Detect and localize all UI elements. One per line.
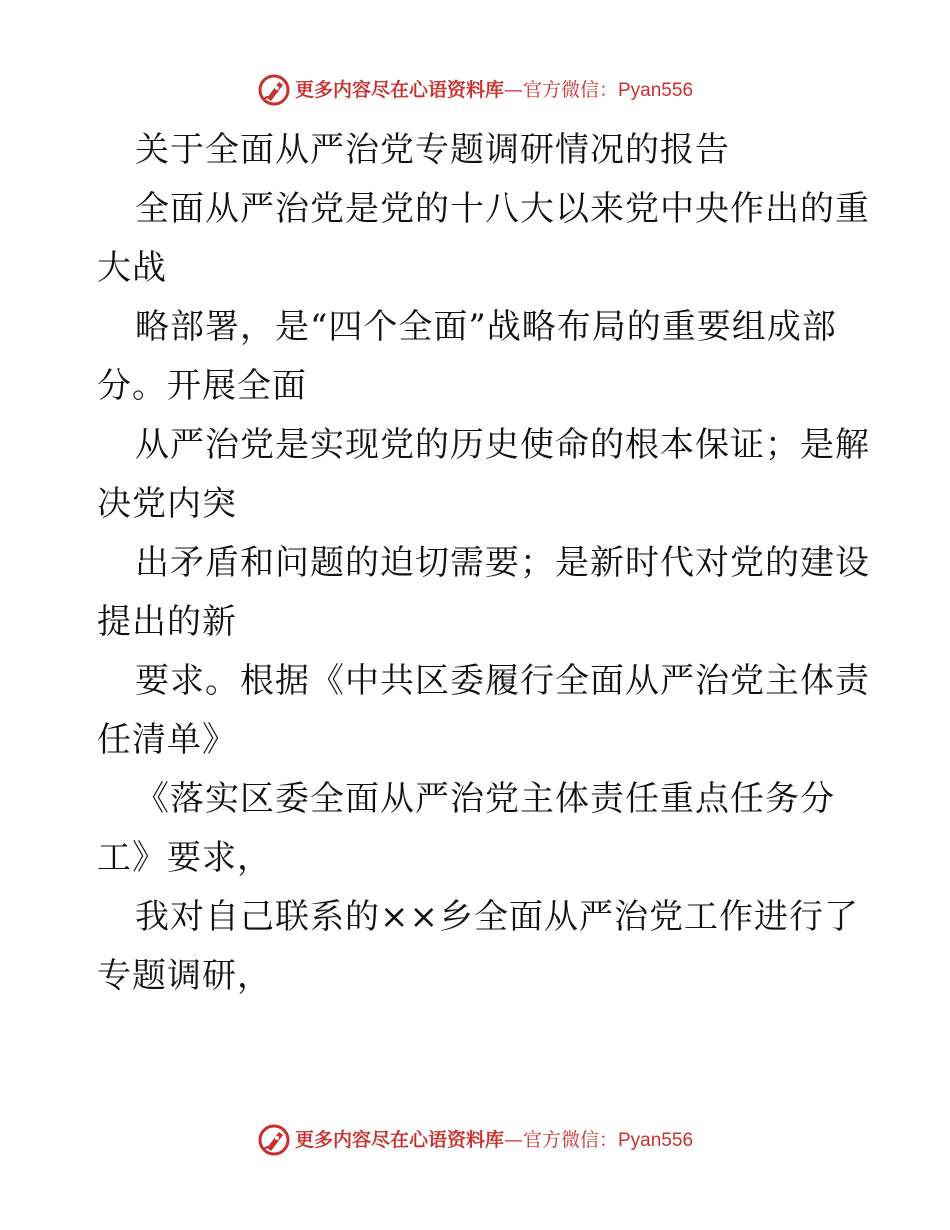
document-line: 工》要求，	[97, 838, 272, 878]
header-banner	[0, 70, 950, 110]
document-line: 任清单》	[97, 720, 237, 760]
document-title: 关于全面从严治党专题调研情况的报告	[135, 130, 730, 170]
document-line: 提出的新	[97, 602, 237, 642]
document-line: 分。开展全面	[97, 366, 307, 406]
banner-separator: —	[503, 1128, 523, 1151]
document-line: 要求。根据《中共区委履行全面从严治党主体责	[135, 661, 870, 701]
pen-nib-logo-icon	[257, 1123, 291, 1157]
footer-banner	[0, 1120, 950, 1160]
banner-site-text: 更多内容尽在心语资料库	[294, 1128, 504, 1151]
document-line: 大战	[97, 248, 167, 288]
banner-text	[295, 73, 693, 108]
document-body	[97, 121, 870, 1006]
pen-nib-logo-icon	[257, 73, 291, 107]
banner-wechat-label: 官方微信：	[522, 1128, 618, 1151]
document-line: 全面从严治党是党的十八大以来党中央作出的重	[135, 189, 870, 229]
banner-wechat-label: 官方微信：	[522, 78, 618, 101]
document-line: 出矛盾和问题的迫切需要；是新时代对党的建设	[135, 543, 870, 583]
document-line: 专题调研，	[97, 956, 272, 996]
banner-site-text: 更多内容尽在心语资料库	[294, 78, 504, 101]
document-line: 决党内突	[97, 484, 237, 524]
document-line: 《落实区委全面从严治党主体责任重点任务分	[135, 779, 835, 819]
document-line: 略部署，是“四个全面”战略布局的重要组成部	[135, 307, 837, 347]
banner-text	[295, 1123, 693, 1158]
banner-wechat-id: Pyan556	[618, 79, 694, 101]
banner-separator: —	[503, 78, 523, 101]
banner-wechat-id: Pyan556	[618, 1129, 694, 1151]
document-line: 我对自己联系的××乡全面从严治党工作进行了	[135, 897, 859, 937]
document-line: 从严治党是实现党的历史使命的根本保证；是解	[135, 425, 870, 465]
